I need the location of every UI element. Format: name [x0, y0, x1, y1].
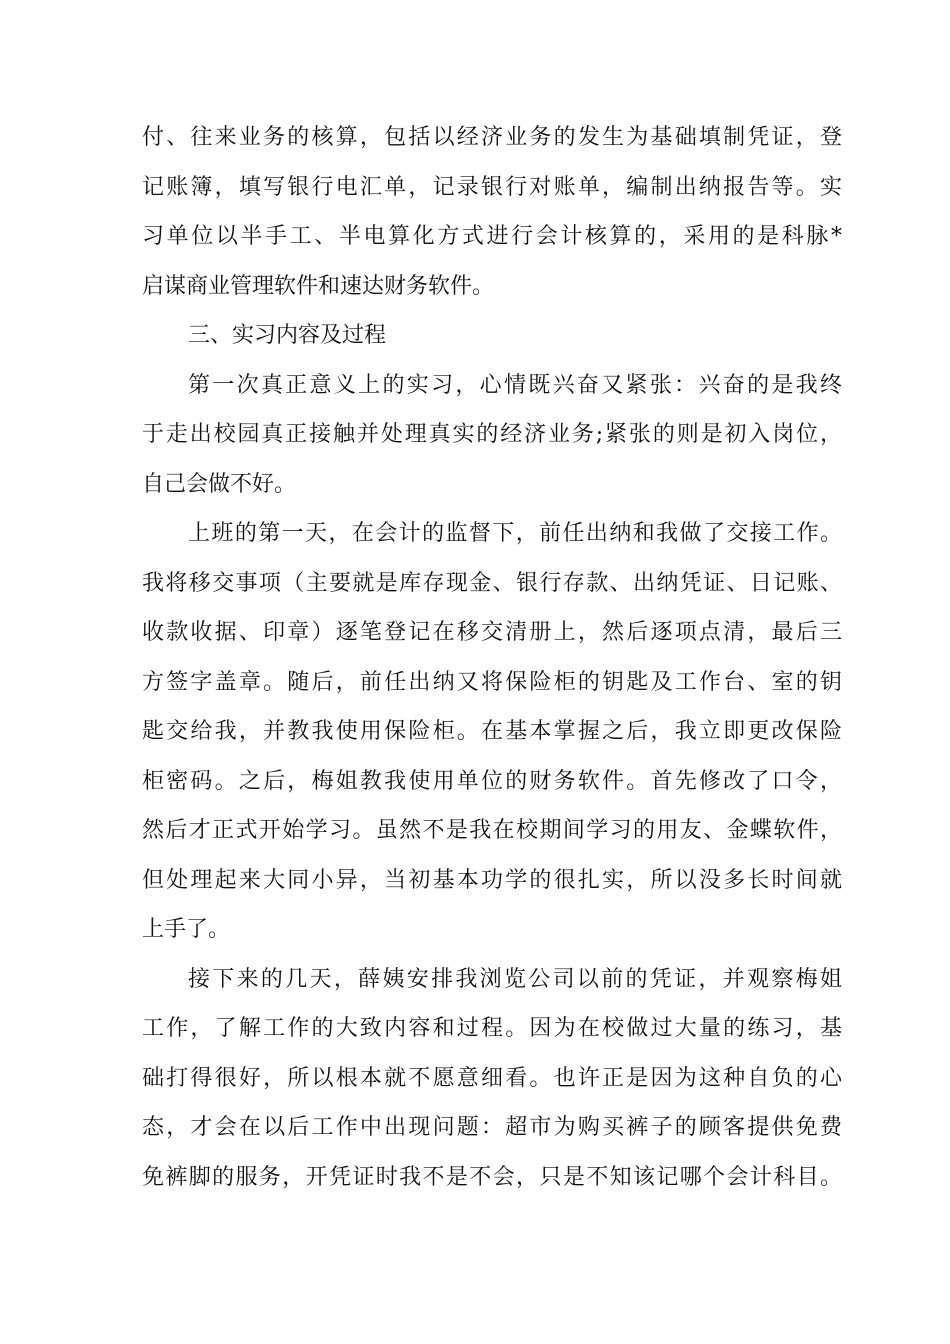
- text-line: 匙交给我，并教我使用保险柜。在基本掌握之后，我立即更改保险: [142, 719, 842, 744]
- paragraph-first-line: 第一次真正意义上的实习，心情既兴奋又紧张：兴奋的是我终: [188, 372, 842, 398]
- text-line: 记账簿，填写银行电汇单，记录银行对账单，编制出纳报告等。实: [142, 174, 842, 200]
- text-line: 于走出校园真正接触并处理真实的经济业务;紧张的则是初入岗位，: [142, 422, 842, 447]
- text-line: 但处理起来大同小异，当初基本功学的很扎实，所以没多长时间就: [142, 867, 842, 893]
- paragraph-first-line: 上班的第一天，在会计的监督下，前任出纳和我做了交接工作。: [188, 521, 842, 546]
- text-line: 习单位以半手工、半电算化方式进行会计核算的，采用的是科脉*: [142, 224, 842, 249]
- text-line: 方签字盖章。随后，前任出纳又将保险柜的钥匙及工作台、室的钥: [142, 669, 842, 695]
- text-line: 收款收据、印章）逐笔登记在移交清册上，然后逐项点清，最后三: [142, 620, 842, 645]
- text-line: 础打得很好，所以根本就不愿意细看。也许正是因为这种自负的心: [142, 1065, 842, 1091]
- document-body: [142, 113, 842, 1202]
- text-line: 柜密码。之后，梅姐教我使用单位的财务软件。首先修改了口令，: [142, 768, 842, 794]
- text-line: 我将移交事项（主要就是库存现金、银行存款、出纳凭证、日记账、: [142, 570, 842, 596]
- paragraph-first-line: 接下来的几天，薛姨安排我浏览公司以前的凭证，并观察梅姐: [188, 966, 842, 992]
- text-line: 工作，了解工作的大致内容和过程。因为在校做过大量的练习，基: [142, 1016, 842, 1041]
- text-line: 付、往来业务的核算，包括以经济业务的发生为基础填制凭证，登: [142, 125, 842, 150]
- text-line: 然后才正式开始学习。虽然不是我在校期间学习的用友、金蝶软件，: [142, 818, 842, 843]
- text-line: 态，才会在以后工作中出现问题：超市为购买裤子的顾客提供免费: [142, 1115, 842, 1140]
- section-heading: 三、实习内容及过程: [188, 323, 387, 348]
- text-line: 上手了。: [142, 917, 231, 942]
- text-line: 免裤脚的服务，开凭证时我不是不会，只是不知该记哪个会计科目。: [142, 1164, 842, 1190]
- text-line: 自己会做不好。: [142, 471, 297, 497]
- text-line: 启谋商业管理软件和速达财务软件。: [142, 273, 495, 299]
